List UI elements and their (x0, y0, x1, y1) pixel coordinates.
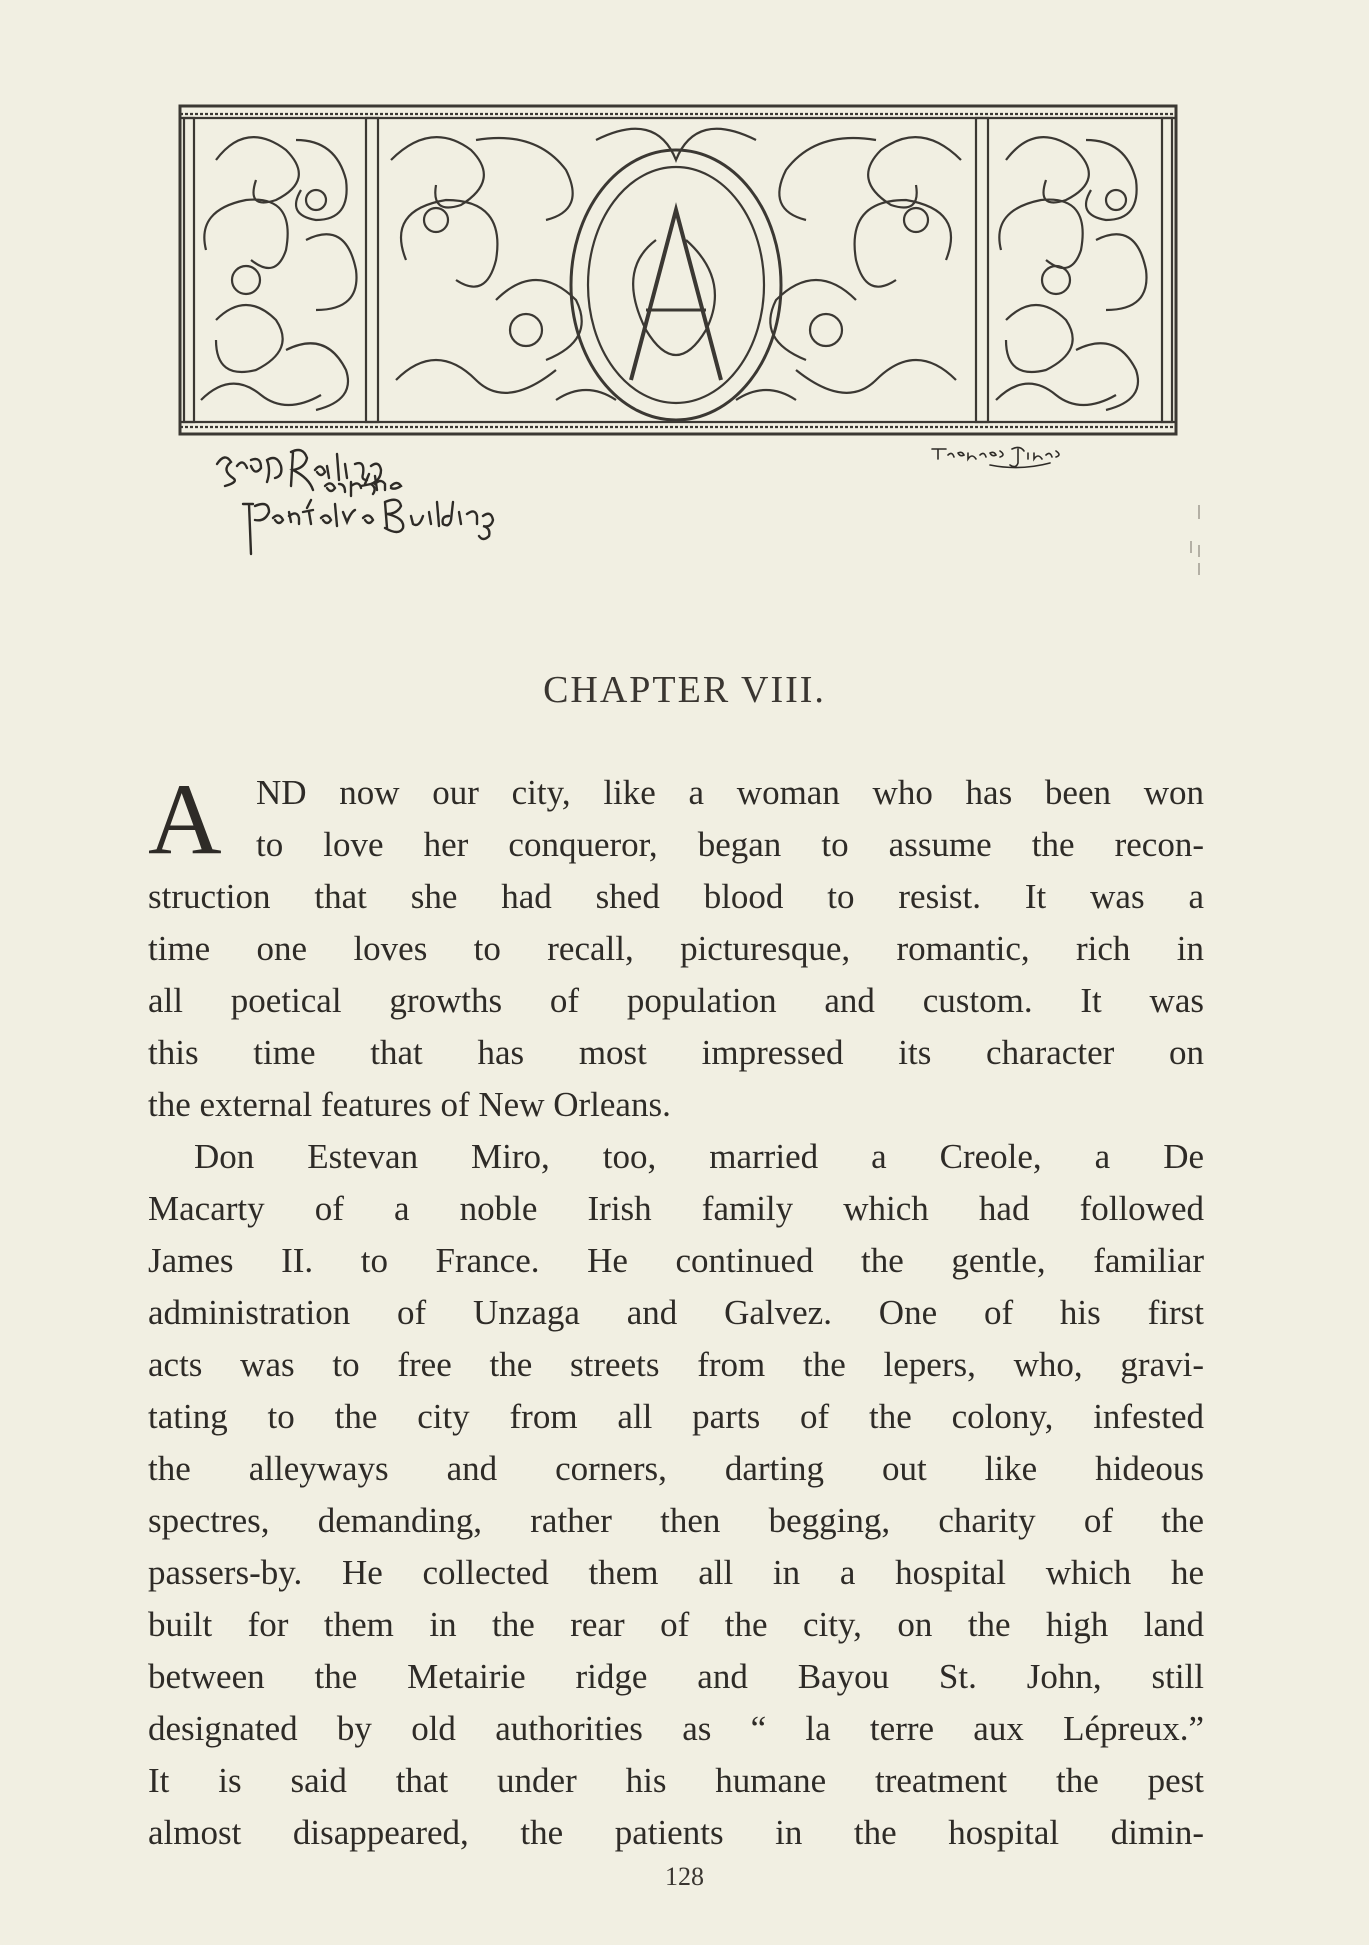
text-line: Macarty of a noble Irish family which had followed (148, 1189, 1204, 1228)
text-line: time one loves to recall, picturesque, romantic, rich in (148, 929, 1204, 968)
text-line: to love her conqueror, began to assume the recon- (256, 825, 1204, 864)
text-line: administration of Unzaga and Galvez. One of his first (148, 1293, 1204, 1332)
margin-marks (1185, 505, 1205, 575)
text-line: It is said that under his humane treatment the pest (148, 1761, 1204, 1800)
text-line: the alleyways and corners, darting out like hideous (148, 1449, 1204, 1488)
drop-cap: A (148, 763, 222, 876)
text-line: designated by old authorities as “ la terre aux Lépreux.” (148, 1709, 1204, 1748)
text-line: the external features of New Orleans. (148, 1085, 671, 1124)
illustration-caption (215, 446, 595, 566)
text-line: all poetical growths of population and custom. It was (148, 981, 1204, 1020)
artist-signature (930, 443, 1070, 473)
text-line: spectres, demanding, rather then begging, charity of the (148, 1501, 1204, 1540)
text-line: between the Metairie ridge and Bayou St. John, still (148, 1657, 1204, 1696)
handwritten-caption (215, 446, 595, 566)
text-line: almost disappeared, the patients in the hospital dimin- (148, 1813, 1204, 1852)
text-line: passers-by. He collected them all in a hospital which he (148, 1553, 1204, 1592)
text-line: Don Estevan Miro, too, married a Creole, a De (194, 1137, 1204, 1176)
text-line: this time that has most impressed its character on (148, 1033, 1204, 1072)
iron-railing-illustration (176, 100, 1180, 440)
railing-drawing (176, 100, 1180, 440)
text-line: James II. to France. He continued the gentle, familiar (148, 1241, 1204, 1280)
chapter-title: CHAPTER VIII. (543, 669, 826, 711)
margin-ticks (1185, 505, 1205, 575)
page-number: 128 (665, 1862, 704, 1891)
text-line: tating to the city from all parts of the colony, infested (148, 1397, 1204, 1436)
text-line: acts was to free the streets from the lepers, who, gravi- (148, 1345, 1204, 1384)
text-line: ND now our city, like a woman who has been won (256, 773, 1204, 812)
signature-mark (930, 443, 1070, 473)
text-line: struction that she had shed blood to resist. It was a (148, 877, 1204, 916)
body-text (148, 763, 1204, 1859)
text-line: built for them in the rear of the city, on the high land (148, 1605, 1204, 1644)
